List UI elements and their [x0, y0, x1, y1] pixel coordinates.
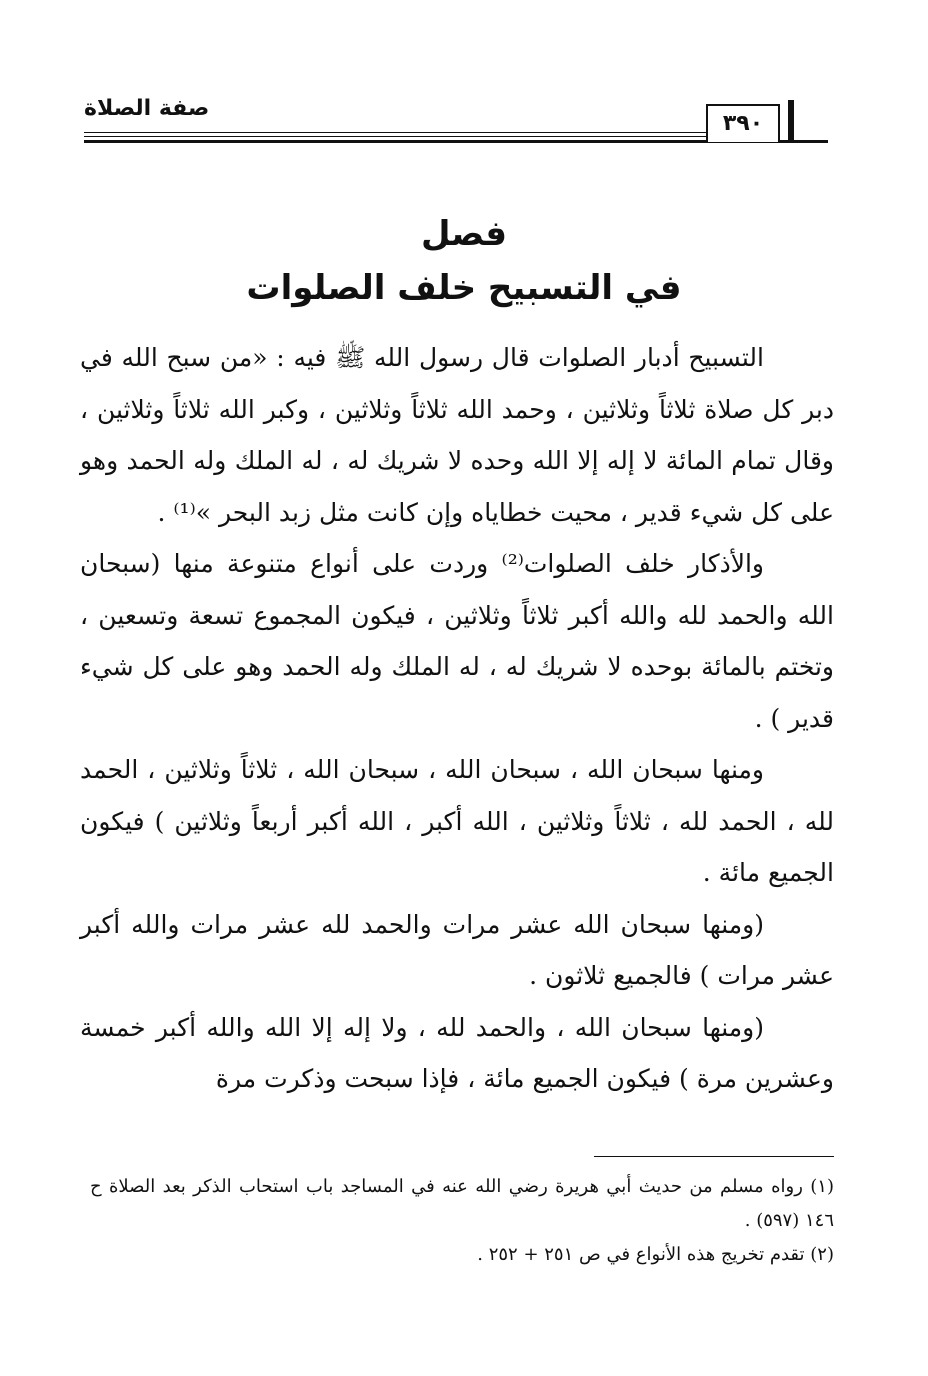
paragraph: (ومنها سبحان الله ، والحمد لله ، ولا إله إلا الله والله أكبر خمسة وعشرين مرة ) فيكون الجميع مائة ، فإذا سبحت وذكرت مرة	[80, 1012, 834, 1093]
paragraph: والأذكار خلف الصلوات⁽²⁾ وردت على أنواع متنوعة منها (سبحان الله والحمد لله والله أكبر ثلاثاً وثلاثين ، فيكون المجموع تسعة وتسعين ، وتختم بالمائة بوحده لا شريك له ، له الملك وله الحمد وهو على كل شيء قدير ) .	[80, 549, 834, 733]
section-subtitle: في التسبيح خلف الصلوات	[246, 268, 682, 308]
page-number: ٣٩٠	[706, 104, 780, 142]
header-rule-thin	[84, 132, 708, 133]
section-title: فصل	[420, 214, 508, 254]
footnote: (١) رواه مسلم من حديث أبي هريرة رضي الله عنه في المساجد باب استحاب الذكر بعد الصلاة ح ١٤٦ (٥٩٧) .	[90, 1176, 834, 1231]
paragraph: التسبيح أدبار الصلوات قال رسول الله ﷺ فيه : «من سبح الله في دبر كل صلاة ثلاثاً وثلاثين ، وحمد الله ثلاثاً وثلاثين ، وكبر الله ثلاثاً وثلاثين ، وقال تمام المائة لا إله إلا الله وحده لا شريك له ، له الملك وله الحمد وهو على كل شيء قدير ، محيت خطاياه وإن كانت مثل زبد البحر »⁽¹⁾ .	[80, 343, 834, 527]
footnote: (٢) تقدم تخريج هذه الأنواع في ص ٢٥١ + ٢٥٢ .	[477, 1244, 834, 1265]
paragraph: (ومنها سبحان الله عشر مرات والحمد لله عشر مرات والله أكبر عشر مرات ) فالجميع ثلاثون .	[80, 909, 834, 990]
footnotes	[90, 1170, 834, 1272]
footnote-separator	[594, 1156, 834, 1157]
page-number-bar	[788, 100, 794, 142]
paragraph: ومنها سبحان الله ، سبحان الله ، سبحان الله ، ثلاثاً وثلاثين ، الحمد لله ، الحمد لله ، ثلاثاً وثلاثين ، الله أكبر ، الله أكبر أربعاً وثلاثين ) فيكون الجميع مائة .	[80, 755, 834, 887]
running-header	[84, 96, 828, 152]
running-title: صفة الصلاة	[84, 96, 210, 121]
body-text	[80, 332, 834, 1105]
header-rule-thin-lower	[84, 136, 708, 137]
